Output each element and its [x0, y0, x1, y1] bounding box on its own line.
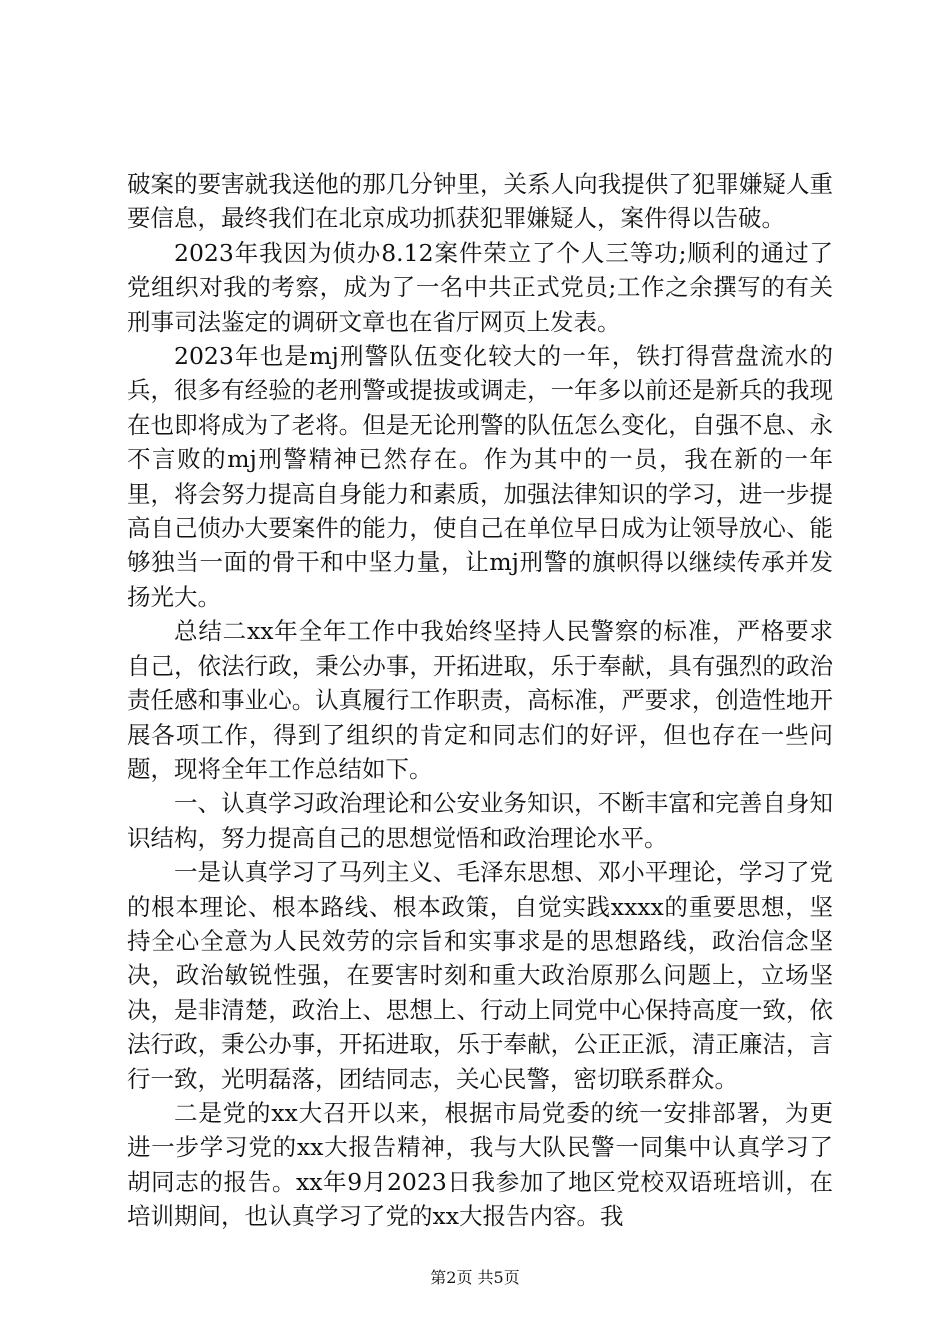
paragraph-section-heading: 一、认真学习政治理论和公安业务知识，不断丰富和完善自身知识结构，努力提高自己的思想觉悟和政治理论水平。 [127, 789, 833, 852]
paragraph-summary-intro: 总结二xx年全年工作中我始终坚持人民警察的标准，严格要求自己，依法行政，秉公办事，开拓进取，乐于奉献，具有强烈的政治责任感和事业心。认真履行工作职责，高标准，严要求，创造性地开展各项工作，得到了组织的肯定和同志们的好评，但也存在一些问题，现将全年工作总结如下。 [127, 617, 833, 783]
paragraph-case-breakthrough: 破案的要害就我送他的那几分钟里，关系人向我提供了犯罪嫌疑人重要信息，最终我们在北京成功抓获犯罪嫌疑人，案件得以告破。 [127, 170, 833, 233]
document-body [127, 167, 833, 1234]
paragraph-merit-award: 2023年我因为侦办8.12案件荣立了个人三等功;顺利的通过了党组织对我的考察，成为了一名中共正式党员;工作之余撰写的有关刑事司法鉴定的调研文章也在省厅网页上发表。 [127, 238, 833, 336]
paragraph-theory-study: 一是认真学习了马列主义、毛泽东思想、邓小平理论，学习了党的根本理论、根本路线、根本政策，自觉实践xxxx的重要思想，坚持全心全意为人民效劳的宗旨和实事求是的思想路线，政治信念坚决，政治敏锐性强，在要害时刻和重大政治原那么问题上，立场坚决，是非清楚，政治上、思想上、行动上同党中心保持高度一致，依法行政，秉公办事，开拓进取，乐于奉献，公正正派，清正廉洁，言行一致，光明磊落，团结同志，关心民警，密切联系群众。 [127, 858, 833, 1093]
page-number-footer: 第2页 共5页 [430, 1268, 520, 1287]
paragraph-team-changes: 2023年也是mj刑警队伍变化较大的一年，铁打得营盘流水的兵，很多有经验的老刑警或提拔或调走，一年多以前还是新兵的我现在也即将成为了老将。但是无论刑警的队伍怎么变化，自强不息、永不言败的mj刑警精神已然存在。作为其中的一员，我在新的一年里，将会努力提高自身能力和素质，加强法律知识的学习，进一步提高自己侦办大要案件的能力，使自己在单位早日成为让领导放心、能够独当一面的骨干和中坚力量，让mj刑警的旗帜得以继续传承并发扬光大。 [127, 342, 833, 611]
paragraph-congress-study: 二是党的xx大召开以来，根据市局党委的统一安排部署，为更进一步学习党的xx大报告精神，我与大队民警一同集中认真学习了胡同志的报告。xx年9月2023日我参加了地区党校双语班培训，在培训期间，也认真学习了党的xx大报告内容。我 [127, 1098, 833, 1231]
